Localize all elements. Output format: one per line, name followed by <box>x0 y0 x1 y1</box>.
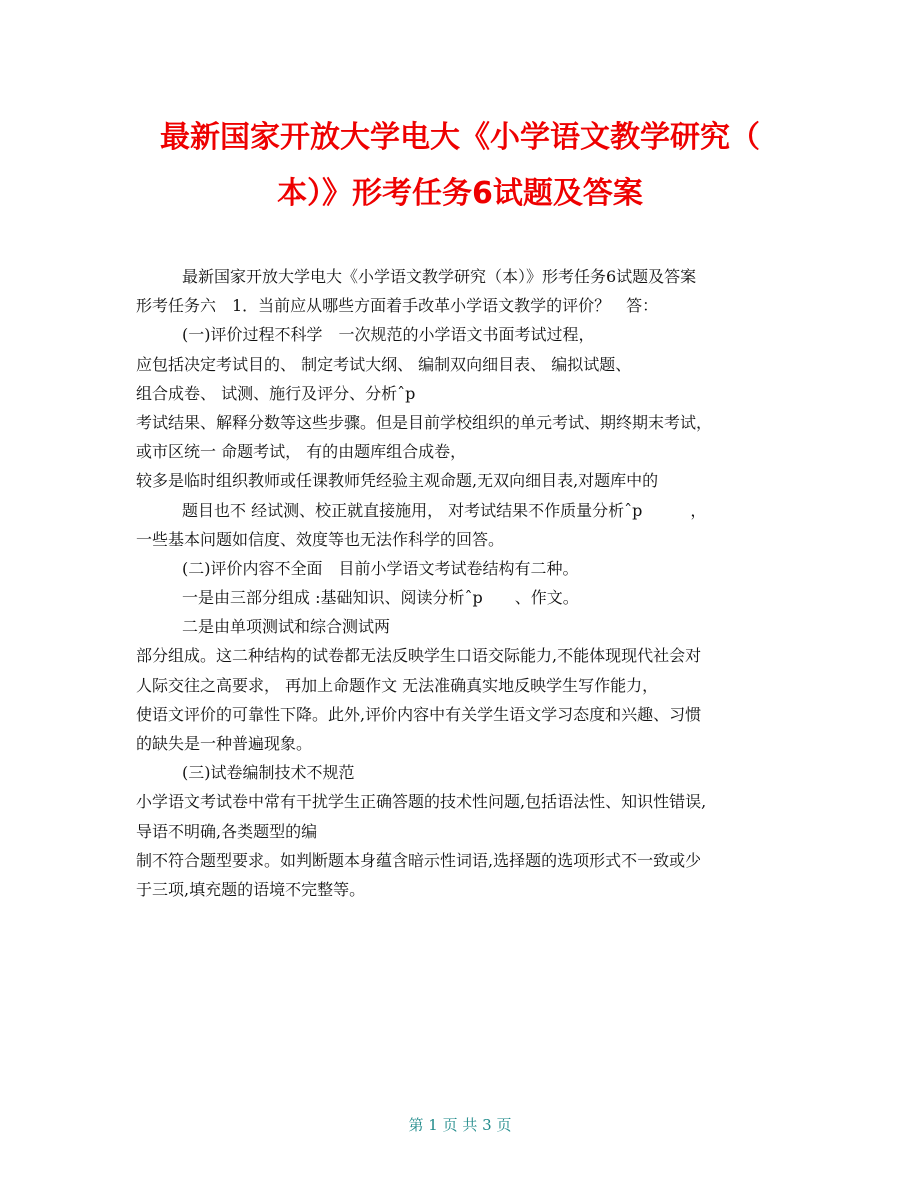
body-line: (二)评价内容不全面 目前小学语文考试卷结构有二种。 <box>182 558 579 578</box>
body-line: 较多是临时组织教师或任课教师凭经验主观命题,无双向细目表,对题库中的 <box>136 471 659 491</box>
body-line: 最新国家开放大学电大《小学语文教学研究（本）》形考任务6试题及答案 <box>182 267 697 286</box>
page-footer: 第 1 页 共 3 页 <box>408 1116 512 1134</box>
title-line-1: 最新国家开放大学电大《小学语文教学研究（ <box>160 120 760 155</box>
body-line: 二是由单项测试和综合测试两 <box>182 617 391 637</box>
body-line: 或市区统一 命题考试， 有的由题库组合成卷， <box>136 442 467 462</box>
body-line: 应包括决定考试目的、 制定考试大纲、 编制双向细目表、 编拟试题、 <box>136 354 632 374</box>
body-line: 考试结果、解释分数等这些步骤。但是目前学校组织的单元考试、期终期末考试， <box>136 412 713 432</box>
document-body <box>136 262 796 904</box>
body-line: 一是由三部分组成 :基础知识、阅读分析ˆp 、作文。 <box>182 588 579 608</box>
body-line: 使语文评价的可靠性下降。此外,评价内容中有关学生语文学习态度和兴趣、习惯 <box>136 704 702 724</box>
body-line: 形考任务六 1．当前应从哪些方面着手改革小学语文教学的评价？ 答： <box>136 296 659 316</box>
body-line: 小学语文考试卷中常有干扰学生正确答题的技术性问题,包括语法性、知识性错误, <box>136 792 707 812</box>
title-line-2: 本）》形考任务6试题及答案 <box>277 176 643 211</box>
body-line: 制不符合题型要求。如判断题本身蕴含暗示性词语,选择题的选项形式不一致或少 <box>136 850 702 870</box>
document-title <box>100 110 820 222</box>
body-line: 的缺失是一种普遍现象。 <box>136 734 313 753</box>
body-line: 导语不明确,各类题型的编 <box>136 821 318 841</box>
body-line: 人际交往之高要求， 再加上命题作文 无法准确真实地反映学生写作能力， <box>136 675 659 695</box>
body-line: (三)试卷编制技术不规范 <box>182 763 355 783</box>
body-line: 组合成卷、 试测、施行及评分、分析ˆp <box>136 383 416 403</box>
body-line: 题目也不 经试测、校正就直接施用， 对考试结果不作质量分析ˆp ， <box>182 500 707 520</box>
body-line: 一些基本问题如信度、效度等也无法作科学的回答。 <box>136 529 505 549</box>
body-line: 部分组成。这二种结构的试卷都无法反映学生口语交际能力,不能体现现代社会对 <box>136 646 702 666</box>
body-line: (一)评价过程不科学 一次规范的小学语文书面考试过程， <box>182 325 595 345</box>
body-line: 于三项,填充题的语境不完整等。 <box>136 879 366 899</box>
